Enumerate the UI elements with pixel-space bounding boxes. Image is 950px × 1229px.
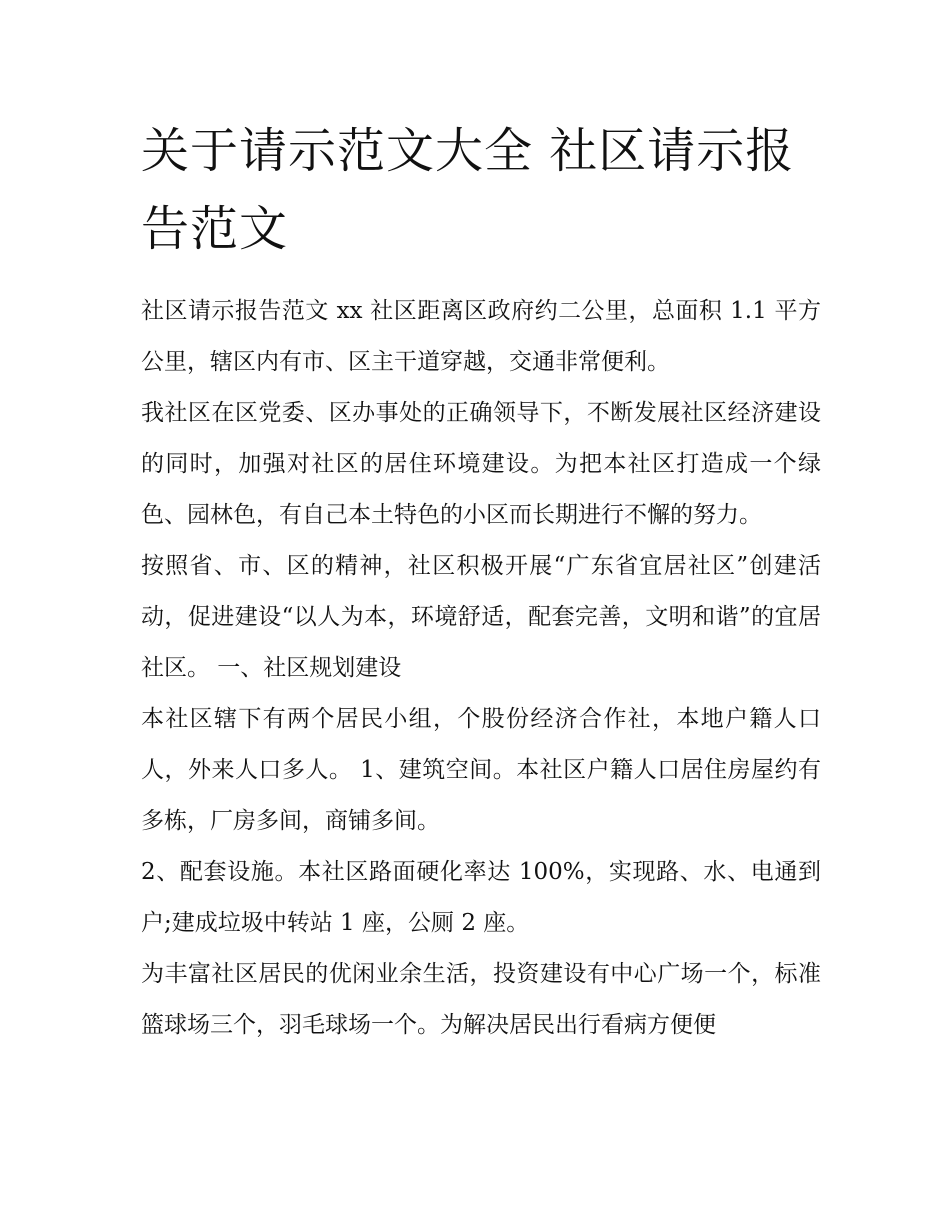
document-body	[141, 286, 821, 1051]
document-title: 关于请示范文大全 社区请示报告范文	[141, 123, 795, 257]
paragraph-campaign: 按照省、市、区的精神，社区积极开展“广东省宜居社区”创建活动，促进建设“以人为本，环境舒适，配套完善，文明和谐”的宜居社区。 一、社区规划建设	[141, 553, 821, 681]
paragraph-intro: 社区请示报告范文 xx 社区距离区政府约二公里，总面积 1.1 平方公里，辖区内有市、区主干道穿越，交通非常便利。	[141, 298, 821, 375]
document-content	[141, 112, 821, 1051]
paragraph-facilities: 2、配套设施。本社区路面硬化率达 100%，实现路、水、电通到户;建成垃圾中转站 1 座，公厕 2 座。	[141, 859, 821, 936]
paragraph-leisure: 为丰富社区居民的优闲业余生活，投资建设有中心广场一个，标准篮球场三个，羽毛球场一个。为解决居民出行看病方便便	[141, 961, 821, 1038]
paragraph-leadership: 我社区在区党委、区办事处的正确领导下，不断发展社区经济建设的同时，加强对社区的居住环境建设。为把本社区打造成一个绿色、园林色，有自己本土特色的小区而长期进行不懈的努力。	[141, 400, 821, 528]
paragraph-population: 本社区辖下有两个居民小组，个股份经济合作社，本地户籍人口人，外来人口多人。 1、建筑空间。本社区户籍人口居住房屋约有多栋，厂房多间，商铺多间。	[141, 706, 821, 834]
